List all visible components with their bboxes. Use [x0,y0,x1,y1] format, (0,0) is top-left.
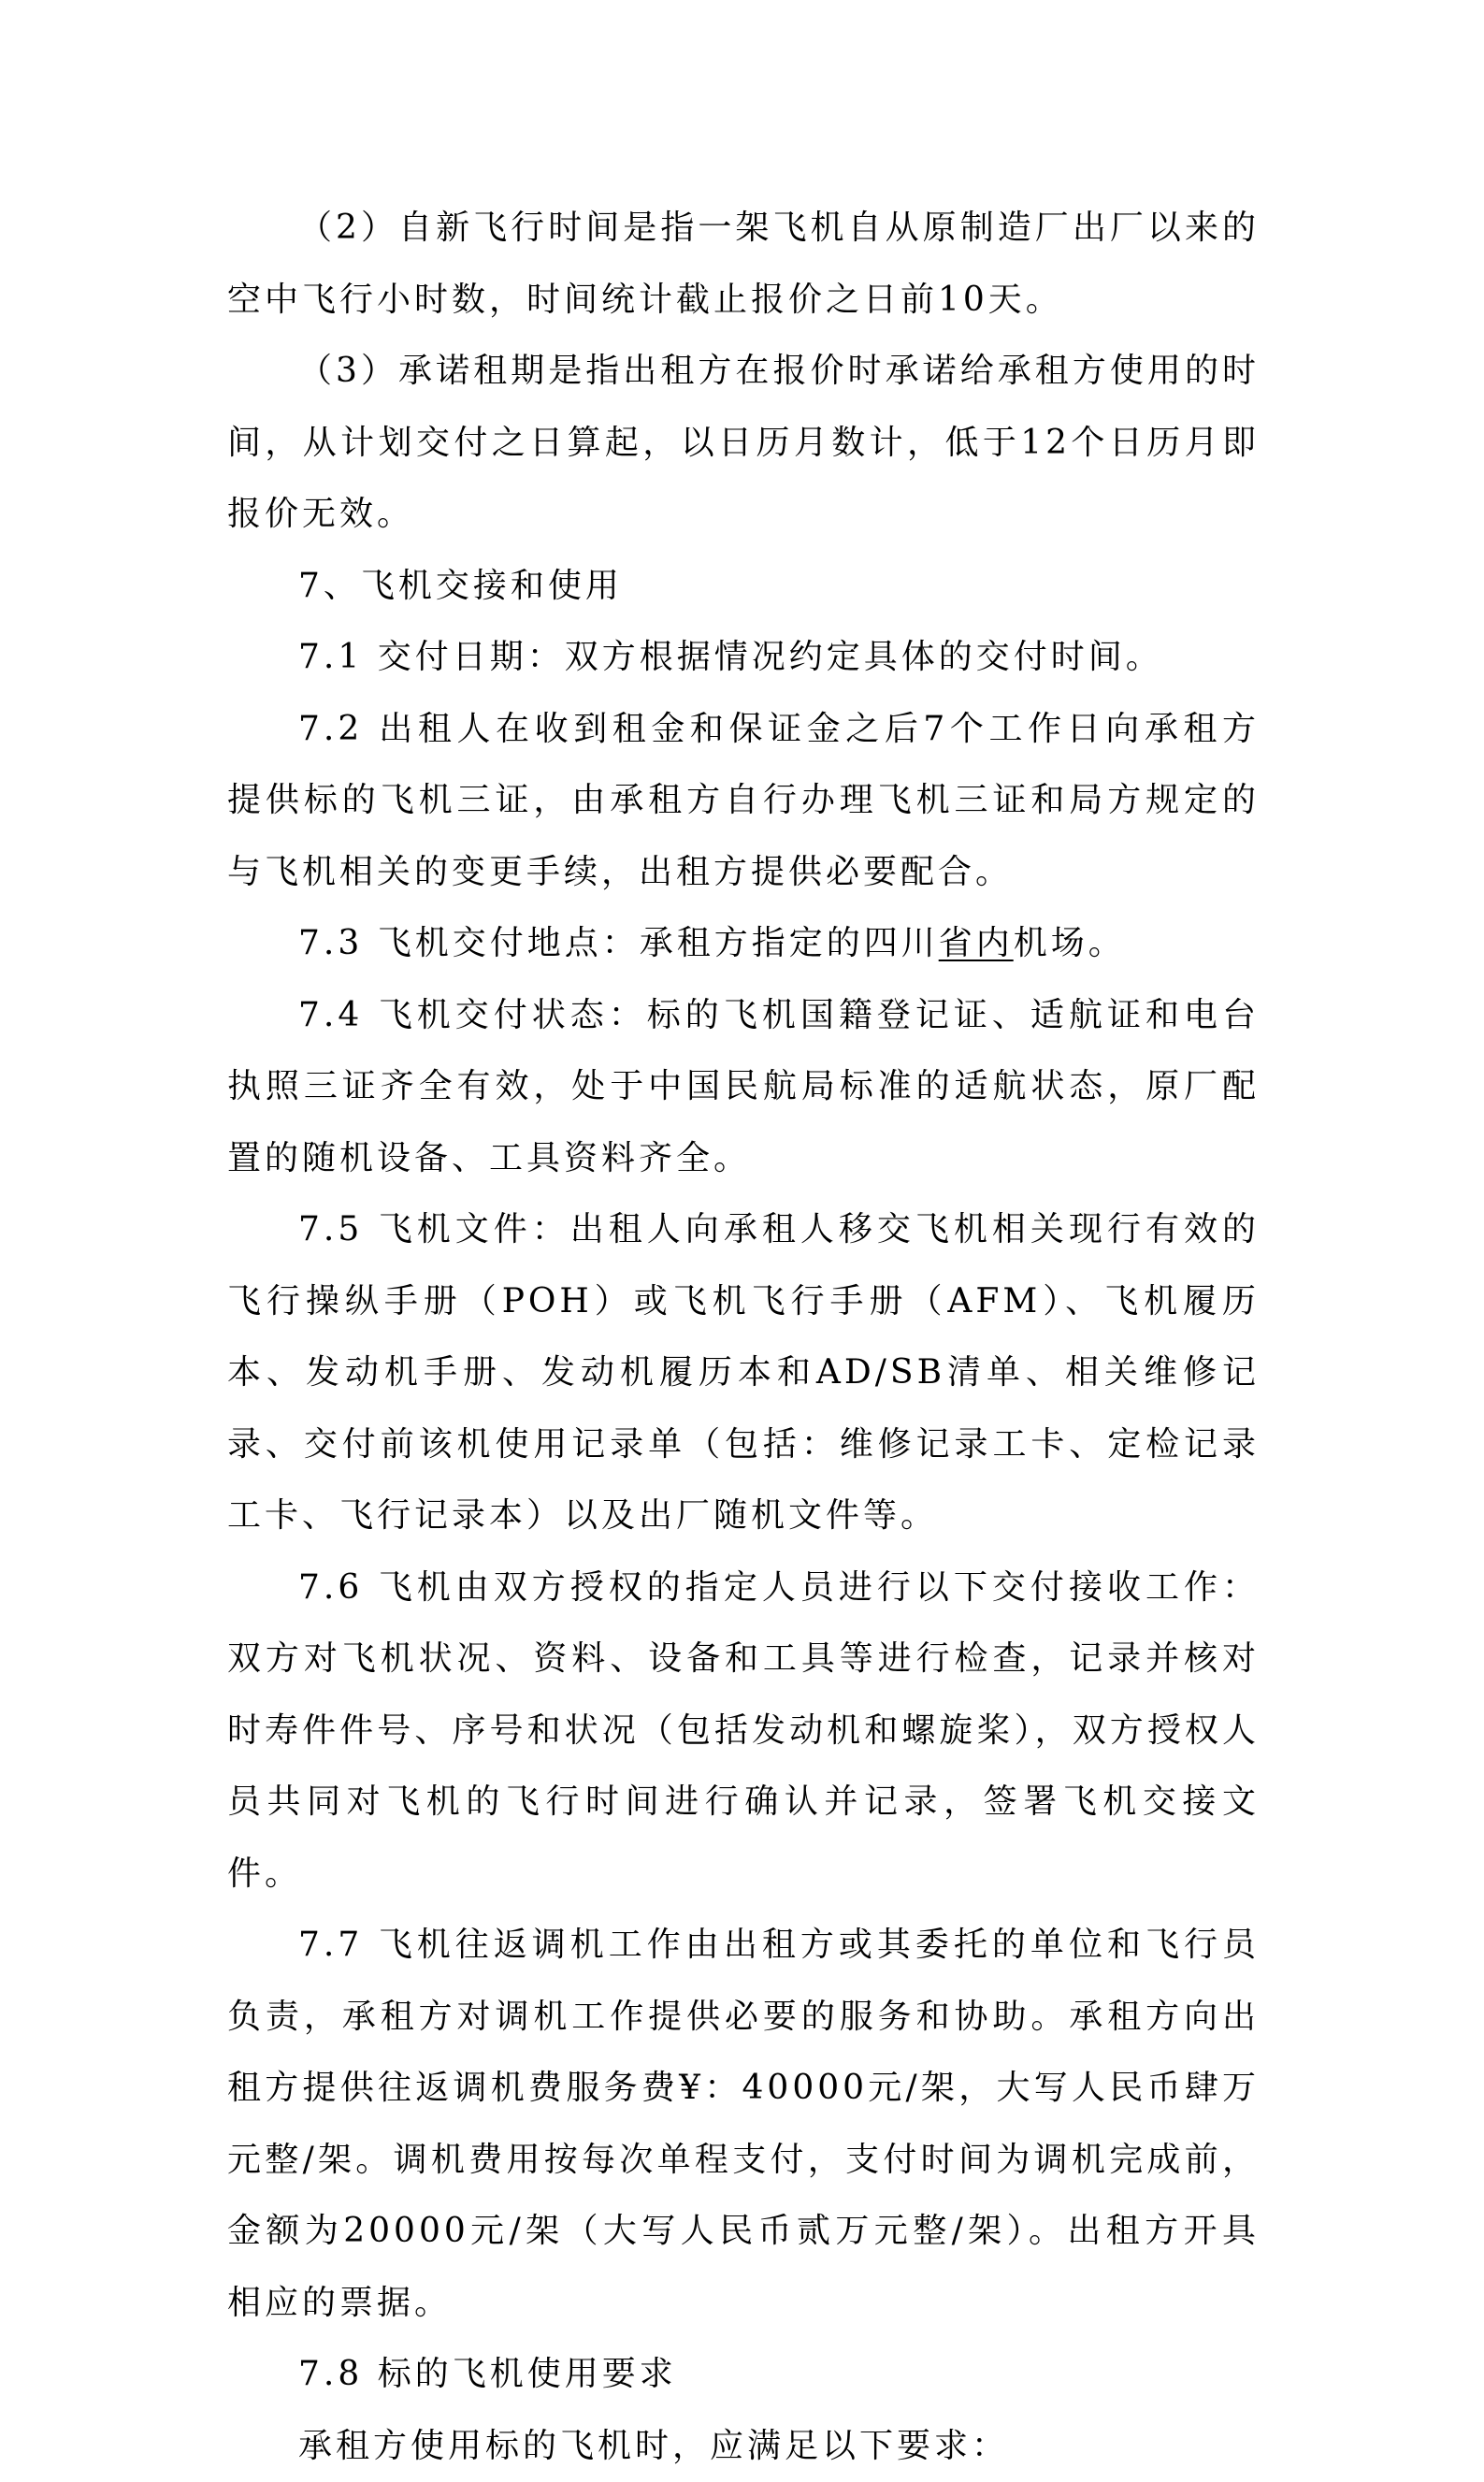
definition-committed-lease-term: （3）承诺租期是指出租方在报价时承诺给承租方使用的时间，从计划交付之日算起，以日历月数计，低于12个日历月即报价无效。 [227,336,1260,551]
clause-7-6-handover-inspection: 7.6 飞机由双方授权的指定人员进行以下交付接收工作：双方对飞机状况、资料、设备和工具等进行检查，记录并核对时寿件件号、序号和状况（包括发动机和螺旋桨），双方授权人员共同对飞机的飞行时间进行确认并记录，签署飞机交接文件。 [227,1552,1260,1911]
clause-7-4-delivery-condition: 7.4 飞机交付状态：标的飞机国籍登记证、适航证和电台执照三证齐全有效，处于中国民航局标准的适航状态，原厂配置的随机设备、工具资料齐全。 [227,980,1260,1195]
clause-7-1-delivery-date: 7.1 交付日期：双方根据情况约定具体的交付时间。 [227,622,1260,694]
document-page [227,193,1260,2482]
definition-flight-time-since-new: （2）自新飞行时间是指一架飞机自从原制造厂出厂以来的空中飞行小时数，时间统计截止报价之日前10天。 [227,193,1260,336]
clause-7-8-usage-requirements: 7.8 标的飞机使用要求 [227,2339,1260,2411]
clause-7-5-aircraft-documents: 7.5 飞机文件：出租人向承租人移交飞机相关现行有效的飞行操纵手册（POH）或飞机飞行手册（AFM）、飞机履历本、发动机手册、发动机履历本和AD/SB清单、相关维修记录、交付前该机使用记录单（包括：维修记录工卡、定检记录工卡、飞行记录本）以及出厂随机文件等。 [227,1194,1260,1552]
section-heading-7: 7、飞机交接和使用 [227,551,1260,623]
underlined-within-province: 省内 [939,924,1014,962]
clause-7-3-text-before: 7.3 飞机交付地点：承租方指定的四川 [298,924,939,962]
clause-7-7-ferry-flight-fee: 7.7 飞机往返调机工作由出租方或其委托的单位和飞行员负责，承租方对调机工作提供必要的服务和协助。承租方向出租方提供往返调机费服务费¥：40000元/架，大写人民币肆万元整/架。调机费用按每次单程支付，支付时间为调机完成前，金额为20000元/架（大写人民币贰万元整/架）。出租方开具相应的票据。 [227,1910,1260,2339]
clause-7-3-delivery-location [227,908,1260,980]
clause-7-2-certificates: 7.2 出租人在收到租金和保证金之后7个工作日向承租方提供标的飞机三证，由承租方自行办理飞机三证和局方规定的与飞机相关的变更手续，出租方提供必要配合。 [227,694,1260,909]
clause-7-3-text-after: 机场。 [1014,924,1126,962]
clause-7-8-intro: 承租方使用标的飞机时，应满足以下要求： [227,2411,1260,2482]
